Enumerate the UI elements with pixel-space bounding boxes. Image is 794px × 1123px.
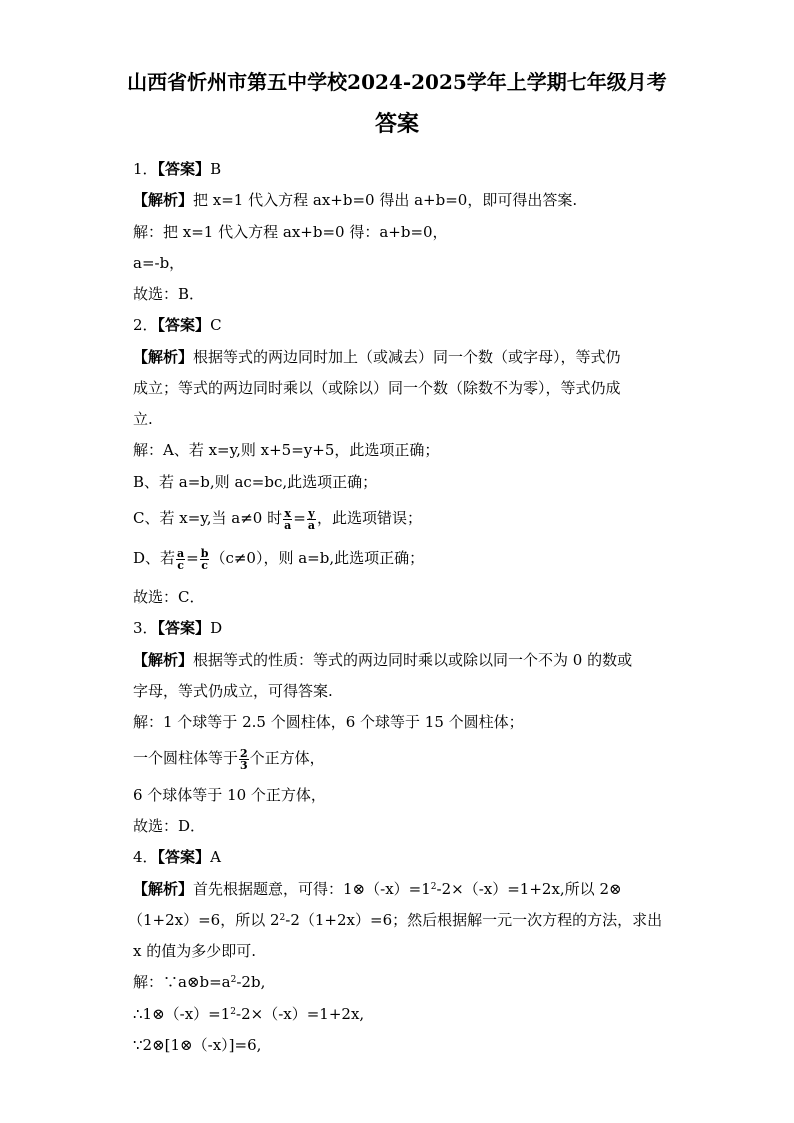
q1-conclusion: 故选：B． bbox=[133, 285, 205, 303]
q4-solution-2: $\therefore 1\otimes(-x)=1^2-2\times(-x)=1+2x$, bbox=[133, 1005, 365, 1023]
q2-number: 2． bbox=[133, 316, 158, 334]
q3-conclusion: 故选：D． bbox=[133, 817, 206, 835]
q2-option-c-pre: C、若 x=y,当 a≠0 时 bbox=[133, 509, 283, 527]
fraction-b-over-c: $\frac{b}{c}$ bbox=[200, 546, 209, 572]
q2-option-d-pre: D、若 bbox=[133, 549, 176, 567]
q1-solution-2: a=-b， bbox=[133, 254, 185, 272]
q2-analysis-line-1 bbox=[133, 346, 621, 368]
q4-answer-line bbox=[133, 846, 221, 868]
q4-solution-1: 解：$\because a\otimes b=a^2-2b$, bbox=[133, 973, 266, 991]
q3-answer-tag: 【答案】 bbox=[157, 619, 211, 637]
q1-number: 1． bbox=[133, 160, 158, 178]
q2-analysis-1: 根据等式的两边同时加上（或减去）同一个数（或字母），等式仍 bbox=[193, 348, 621, 366]
q2-option-d: D、若 $\frac{a}{c}$ = $\frac{b}{c}$ （c≠0），则 a=b,此选项正确； bbox=[133, 546, 425, 572]
q2-option-c: C、若 x=y,当 a≠0 时 $\frac{x}{a}$ = $\frac{y}{a}$ ，此选项错误； bbox=[133, 506, 422, 532]
q1-answer-line bbox=[133, 158, 221, 180]
q3-analysis-line-2: 字母，等式仍成立，可得答案. bbox=[133, 682, 333, 700]
q2-conclusion: 故选：C． bbox=[133, 588, 205, 606]
q4-number: 4． bbox=[133, 848, 158, 866]
q1-analysis: 把 x=1 代入方程 ax+b=0 得出 a+b=0，即可得出答案. bbox=[193, 191, 578, 209]
q1-answer-tag: 【答案】 bbox=[157, 160, 211, 178]
document-title: 山西省忻州市第五中学校2024-2025学年上学期七年级月考 bbox=[127, 70, 667, 94]
q2-analysis-line-3: 立. bbox=[133, 410, 153, 428]
q2-option-d-post: （c≠0），则 a=b,此选项正确； bbox=[210, 549, 425, 567]
q4-answer-tag: 【答案】 bbox=[157, 848, 211, 866]
fraction-a-over-c: $\frac{a}{c}$ bbox=[177, 546, 185, 572]
q4-analysis-line-3: x 的值为多少即可. bbox=[133, 942, 256, 960]
q3-analysis-line-1 bbox=[133, 649, 632, 671]
fraction-two-thirds: $\frac{2}{3}$ bbox=[240, 746, 248, 772]
q2-analysis-line-2: 成立；等式的两边同时乘以（或除以）同一个数（除数不为零），等式仍成 bbox=[133, 379, 621, 397]
q4-solution-3: ∵2⊗[1⊗（-x）]=6, bbox=[133, 1036, 262, 1054]
q1-analysis-tag: 【解析】 bbox=[133, 191, 194, 209]
q2-answer: C bbox=[210, 316, 222, 334]
q2-option-b: B、若 a=b,则 ac=bc,此选项正确； bbox=[133, 473, 378, 491]
document-subtitle: 答案 bbox=[374, 111, 419, 137]
q4-answer: A bbox=[210, 848, 221, 866]
q2-answer-tag: 【答案】 bbox=[157, 316, 211, 334]
q2-option-a: 解：A、若 x=y,则 x+5=y+5，此选项正确； bbox=[133, 441, 440, 459]
q3-analysis-tag: 【解析】 bbox=[133, 651, 194, 669]
q1-solution-1: 解：把 x=1 代入方程 ax+b=0 得：a+b=0， bbox=[133, 223, 448, 241]
q3-solution-1: 解：1 个球等于 2.5 个圆柱体，6 个球等于 15 个圆柱体； bbox=[133, 713, 524, 731]
q4-analysis-line-1: 【解析】首先根据题意，可得：$1\otimes(-x)=1^2-2\times(-x)=1+2x$,所以 2⊗ bbox=[133, 880, 622, 898]
fraction-y-over-a: $\frac{y}{a}$ bbox=[307, 506, 315, 532]
q3-answer: D bbox=[210, 619, 223, 637]
q1-analysis-line bbox=[133, 189, 577, 211]
q3-analysis-1: 根据等式的性质：等式的两边同时乘以或除以同一个不为 0 的数或 bbox=[193, 651, 633, 669]
q2-analysis-tag: 【解析】 bbox=[133, 348, 194, 366]
q3-number: 3． bbox=[133, 619, 158, 637]
q2-answer-line bbox=[133, 314, 222, 336]
q2-option-c-post: ，此选项错误； bbox=[316, 509, 422, 527]
q3-solution-3: 6 个球体等于 10 个正方体， bbox=[133, 786, 326, 804]
fraction-x-over-a: $\frac{x}{a}$ bbox=[284, 506, 292, 532]
q1-answer: B bbox=[210, 160, 222, 178]
q4-analysis-line-2: （1+2x）=6，所以 $2^2-2(1+2x)=6$；然后根据解一元一次方程的方法，求出 bbox=[128, 911, 663, 929]
q4-analysis-tag: 【解析】 bbox=[133, 880, 194, 898]
q3-solution-2: 一个圆柱体等于 $\frac{2}{3}$ 个正方体， bbox=[133, 746, 325, 772]
q3-answer-line bbox=[133, 617, 222, 639]
